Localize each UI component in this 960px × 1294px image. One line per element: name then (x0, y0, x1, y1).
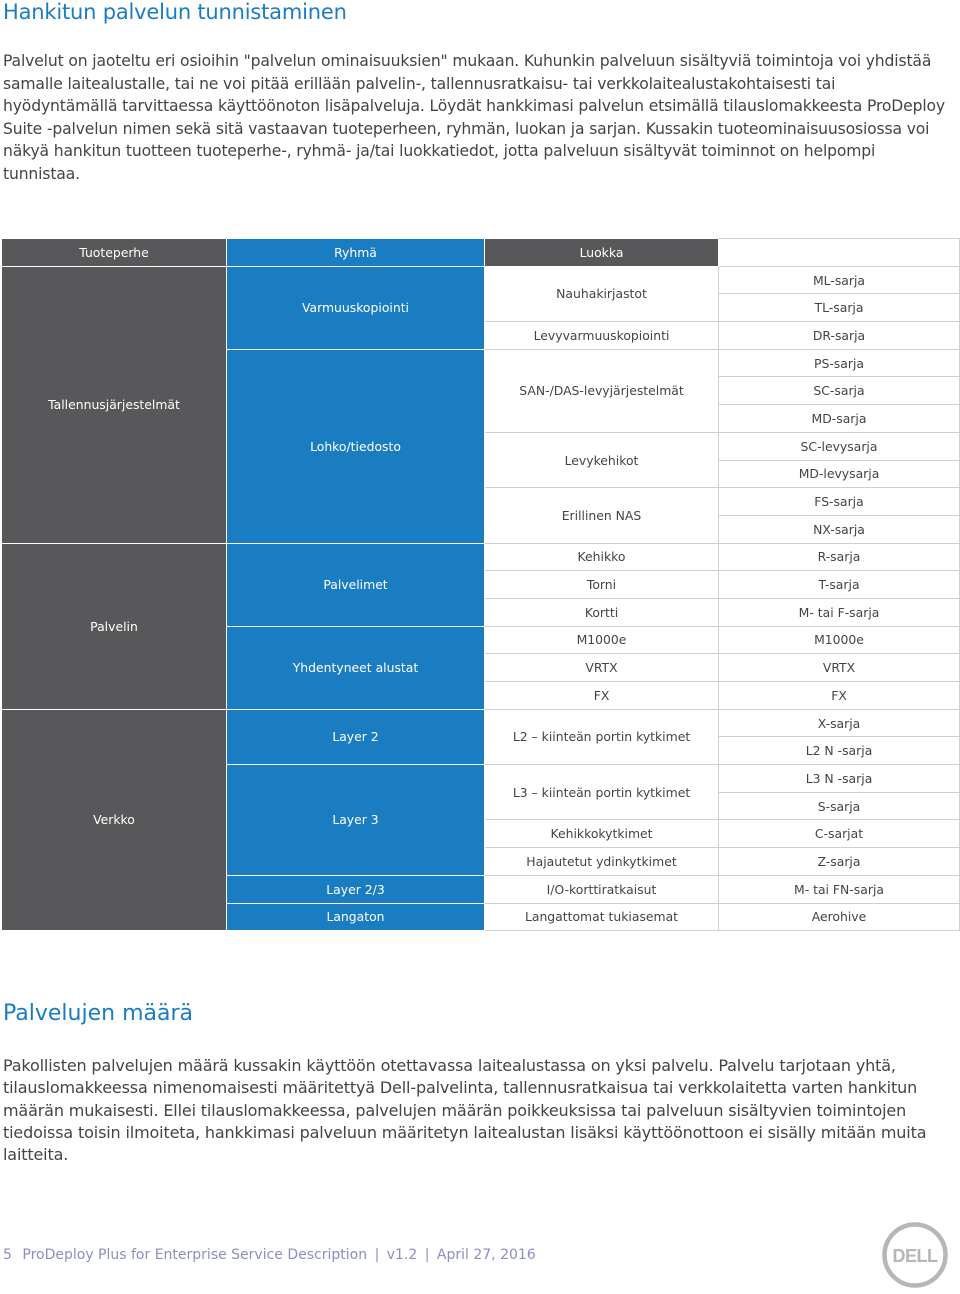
class-l3-fixed: L3 – kiinteän portin kytkimet (485, 765, 719, 820)
series-cell: SC-levysarja (719, 432, 960, 460)
series-cell: L2 N -sarja (719, 737, 960, 765)
group-backup: Varmuuskopiointi (227, 266, 485, 349)
series-cell: S-sarja (719, 792, 960, 820)
table-row (2, 266, 960, 294)
class-ap: Langattomat tukiasemat (485, 903, 719, 931)
group-servers: Palvelimet (227, 543, 485, 626)
group-converged: Yhdentyneet alustat (227, 626, 485, 709)
class-dist-core: Hajautetut ydinkytkimet (485, 848, 719, 876)
series-cell: SC-sarja (719, 377, 960, 405)
series-cell: ML-sarja (719, 266, 960, 294)
header-series: Sarja (719, 239, 960, 267)
header-family: Tuoteperhe (2, 239, 227, 267)
quantity-paragraph: Pakollisten palvelujen määrä kussakin käyttöön otettavassa laitealustassa on yksi palvelu. Palvelu tarjotaan yhtä, tilauslomakkeessa nimenomaisesti määritettyä Dell-palvelinta, tallennusratkaisua tai verkkolaitetta varten hankitun määrän mukaisesti. Ellei tilauslomakkeessa, palvelujen määrän poikkeuksissa tai palveluun sisältyvien toimintojen tiedoissa toisin ilmoiteta, hankkimasi palveluun määritetyn laitealustan lisäksi käyttöönottoon ei sisälly mitään muita laitteita. (3, 1056, 927, 1165)
doc-title: ProDeploy Plus for Enterprise Service Description (22, 1247, 368, 1263)
table-row (2, 709, 960, 737)
dell-logo-icon (882, 1222, 948, 1288)
class-nas: Erillinen NAS (485, 488, 719, 543)
class-l2-fixed: L2 – kiinteän portin kytkimet (485, 709, 719, 764)
product-classification-table (1, 238, 960, 931)
footer-separator: | (424, 1247, 430, 1263)
series-cell: R-sarja (719, 543, 960, 571)
class-enclosures: Levykehikot (485, 432, 719, 487)
family-storage: Tallennusjärjestelmät (2, 266, 227, 543)
class-chassis: Kehikko (485, 543, 719, 571)
group-layer2: Layer 2 (227, 709, 485, 764)
series-cell: DR-sarja (719, 322, 960, 350)
series-cell: Aerohive (719, 903, 960, 931)
series-cell: M- tai FN-sarja (719, 875, 960, 903)
group-layer23: Layer 2/3 (227, 875, 485, 903)
group-wireless: Langaton (227, 903, 485, 931)
class-chassis-switch: Kehikkokytkimet (485, 820, 719, 848)
dell-logo (882, 1222, 948, 1288)
intro-paragraph: Palvelut on jaoteltu eri osioihin "palvelun ominaisuuksien" mukaan. Kuhunkin palveluun sisältyviä toimintoja voi yhdistää samalle laitealustalle, tai ne voi pitää erillään palvelin-, tallennusratkaisu- tai verkkolaitealustakohtaisesti tai hyödyntämällä tarvittaessa käyttöönoton lisäpalveluja. Löydät hankkimasi palvelun etsimällä tilauslomakkeesta ProDeploy Suite -palvelun nimen sekä sitä vastaavan tuoteperheen, ryhmän, luokan ja sarjan. Kussakin tuoteominaisuusosiossa voi näkyä hankitun tuotteen tuoteperhe-, ryhmä- ja/tai luokkatiedot, jotta palveluun sisältyvät toiminnot on helpompi tunnistaa. (3, 52, 946, 183)
series-cell: X-sarja (719, 709, 960, 737)
series-cell: NX-sarja (719, 515, 960, 543)
section-title-identification: Hankitun palvelun tunnistaminen (3, 0, 347, 24)
class-io-card: I/O-korttiratkaisut (485, 875, 719, 903)
page-number: 5 (3, 1247, 12, 1263)
class-tower: Torni (485, 571, 719, 599)
series-cell: TL-sarja (719, 294, 960, 322)
series-cell: M1000e (719, 626, 960, 654)
series-cell: PS-sarja (719, 349, 960, 377)
series-cell: FX (719, 682, 960, 710)
table-row (2, 543, 960, 571)
class-san-das: SAN-/DAS-levyjärjestelmät (485, 349, 719, 432)
page-footer (3, 1247, 536, 1263)
series-cell: C-sarjat (719, 820, 960, 848)
header-class: Luokka (485, 239, 719, 267)
class-vrtx: VRTX (485, 654, 719, 682)
series-cell: VRTX (719, 654, 960, 682)
doc-date: April 27, 2016 (436, 1247, 536, 1263)
class-fx: FX (485, 682, 719, 710)
group-block-file: Lohko/tiedosto (227, 349, 485, 543)
header-group: Ryhmä (227, 239, 485, 267)
series-cell: L3 N -sarja (719, 765, 960, 793)
class-disk-backup: Levyvarmuuskopiointi (485, 322, 719, 350)
family-network: Verkko (2, 709, 227, 931)
family-server: Palvelin (2, 543, 227, 709)
series-cell: MD-sarja (719, 405, 960, 433)
table-header-row (2, 239, 960, 267)
series-cell: T-sarja (719, 571, 960, 599)
series-cell: Z-sarja (719, 848, 960, 876)
class-m1000e: M1000e (485, 626, 719, 654)
section-title-quantity: Palvelujen määrä (3, 1001, 193, 1026)
series-cell: MD-levysarja (719, 460, 960, 488)
doc-version: v1.2 (386, 1247, 418, 1263)
series-cell: FS-sarja (719, 488, 960, 516)
series-cell: M- tai F-sarja (719, 598, 960, 626)
footer-separator: | (374, 1247, 380, 1263)
class-tape: Nauhakirjastot (485, 266, 719, 321)
group-layer3: Layer 3 (227, 765, 485, 876)
class-card: Kortti (485, 598, 719, 626)
svg-text:DELL: DELL (892, 1246, 938, 1266)
